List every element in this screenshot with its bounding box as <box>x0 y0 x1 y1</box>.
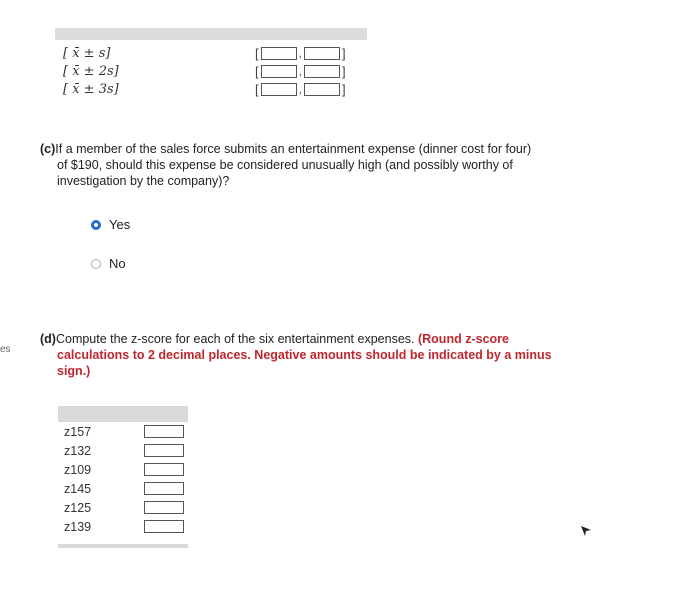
interval-inputs <box>253 64 348 79</box>
question-c <box>40 141 580 189</box>
zscore-input[interactable] <box>144 501 184 514</box>
rounding-instruction-rest: calculations to 2 decimal places. Negative amounts should be indicated by a minus sign.) <box>57 348 552 378</box>
zscore-row <box>58 422 188 441</box>
zscore-label: z157 <box>64 424 92 439</box>
radio-no[interactable] <box>91 256 126 271</box>
zscore-input[interactable] <box>144 463 184 476</box>
upper-bound-input[interactable] <box>304 47 340 60</box>
interval-row <box>55 62 367 80</box>
zscore-row <box>58 498 188 517</box>
interval-inputs <box>253 46 348 61</box>
separator: , <box>298 82 302 96</box>
radio-yes[interactable] <box>91 217 130 232</box>
zscore-row <box>58 479 188 498</box>
open-bracket: [ <box>255 45 259 61</box>
question-d-lead: (d) <box>40 332 56 346</box>
close-bracket: ] <box>341 63 346 79</box>
zscore-row <box>58 460 188 479</box>
lower-bound-input[interactable] <box>261 47 297 60</box>
question-d-text: Compute the z-score for each of the six entertainment expenses. <box>55 332 415 346</box>
interval-label: [ x̄ ± 2s] <box>63 63 119 79</box>
separator: , <box>298 64 302 78</box>
cursor-icon <box>579 524 593 538</box>
question-c-text: If a member of the sales force submits an entertainment expense (dinner cost for four) <box>55 142 532 156</box>
question-c-lead: (c) <box>40 142 56 156</box>
zscore-input[interactable] <box>144 482 184 495</box>
lower-bound-input[interactable] <box>261 83 297 96</box>
radio-selected-icon <box>91 220 101 230</box>
open-bracket: [ <box>255 63 259 79</box>
interval-row <box>55 44 367 62</box>
zscore-row <box>58 441 188 460</box>
zscore-label: z145 <box>64 481 92 496</box>
open-bracket: [ <box>255 81 259 97</box>
zscore-label: z109 <box>64 462 92 477</box>
interval-label: [ x̄ ± s] <box>63 45 111 61</box>
rounding-instruction: (Round z-score <box>417 332 509 346</box>
zscore-table <box>58 406 188 548</box>
interval-label: [ x̄ ± 3s] <box>63 81 119 97</box>
zscore-label: z132 <box>64 443 92 458</box>
separator: , <box>298 46 302 60</box>
interval-row <box>55 80 367 98</box>
close-bracket: ] <box>341 81 346 97</box>
margin-text: es <box>0 344 11 355</box>
zscore-label: z125 <box>64 500 92 515</box>
zscore-input[interactable] <box>144 520 184 533</box>
zscore-table-header <box>58 406 188 422</box>
interval-inputs <box>253 82 348 97</box>
interval-table <box>55 28 367 98</box>
question-c-text-rest: of $190, should this expense be considered unusually high (and possibly worthy of investigation by the company)? <box>57 158 513 188</box>
close-bracket: ] <box>341 45 346 61</box>
upper-bound-input[interactable] <box>304 65 340 78</box>
upper-bound-input[interactable] <box>304 83 340 96</box>
zscore-input[interactable] <box>144 425 184 438</box>
lower-bound-input[interactable] <box>261 65 297 78</box>
zscore-input[interactable] <box>144 444 184 457</box>
zscore-row <box>58 517 188 536</box>
zscore-label: z139 <box>64 519 92 534</box>
radio-yes-label: Yes <box>109 217 131 232</box>
radio-no-label: No <box>109 256 126 271</box>
question-d <box>40 331 580 379</box>
zscore-table-footer <box>58 544 188 548</box>
radio-unselected-icon <box>91 259 101 269</box>
